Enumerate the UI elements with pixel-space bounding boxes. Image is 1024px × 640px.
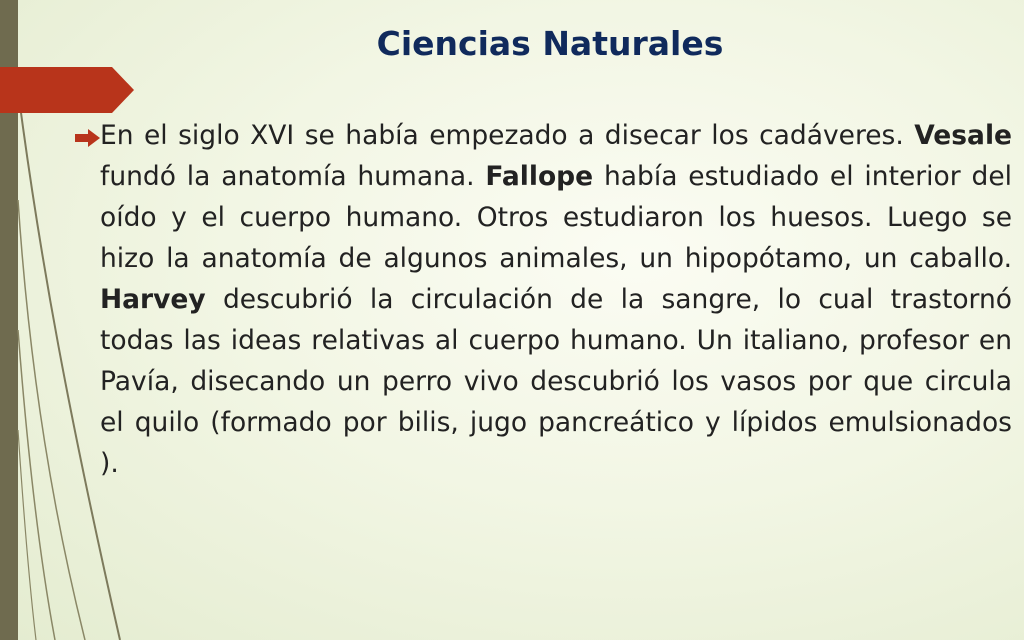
slide-title: Ciencias Naturales — [376, 24, 724, 63]
text-run: había estudiado el interior del oído y el cuerpo humano. Otros estudiaron los huesos. Luego se hizo la anatomía de algunos animales, un hipopótamo, un caballo. — [100, 161, 1012, 274]
body-paragraph — [100, 115, 1012, 484]
arrow-bullet-icon — [75, 128, 101, 148]
accent-arrow-shape — [0, 67, 134, 113]
bold-name-run: Fallope — [485, 161, 594, 192]
text-run: descubrió la circulación de la sangre, lo cual trastornó todas las ideas relativas al cuerpo humano. Un italiano, profesor en Pavía, disecando un perro vivo descubrió los vasos por que circula el quilo (formado por bilis, jugo pancreático y lípidos emulsionados ). — [100, 284, 1012, 479]
bold-name-run: Harvey — [100, 284, 206, 315]
text-run: fundó la anatomía humana. — [100, 161, 486, 192]
bold-name-run: Vesale — [914, 120, 1012, 151]
text-run: En el siglo XVI se había empezado a disecar los cadáveres. — [100, 120, 915, 151]
